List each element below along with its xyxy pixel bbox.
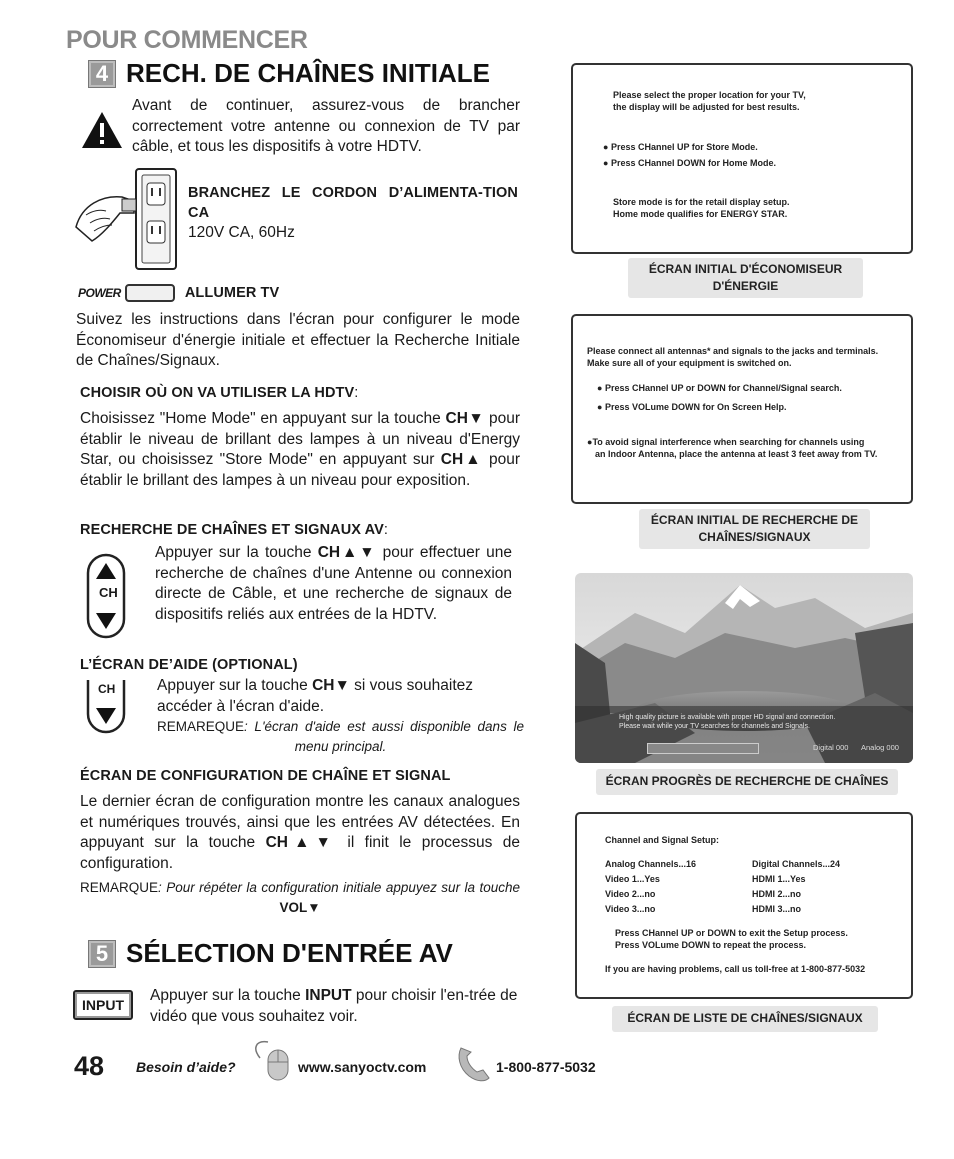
warning-icon [80,110,124,150]
phone-icon [455,1044,493,1084]
ch-label: CH [99,585,118,600]
progress-screen [575,573,913,763]
search-bullet2-text: Press VOLume DOWN for On Screen Help. [604,402,787,412]
choose-location-text [80,409,520,491]
energy-screen [571,63,913,254]
website-link[interactable]: www.sanyoctv.com [298,1059,427,1075]
search-line2: Make sure all of your equipment is switched on. [587,358,792,368]
search-text-part2: pour effectuer une recherche de chaînes d'une Antenne ou connexion directe de Câble, et une recherche de signaux de dispositifs reliés aux entrées de la HDTV. [155,544,512,623]
help-ch-down-key: CH▼ [312,677,350,694]
choose-location-colon: : [354,385,359,401]
channel-search-colon: : [383,522,389,538]
list-line1: Press CHannel UP or DOWN to exit the Setup process. [615,928,848,938]
channel-list-caption: ÉCRAN DE LISTE DE CHAÎNES/SIGNAUX [612,1006,878,1032]
search-note2: an Indoor Antenna, place the antenna at least 3 feet away from TV. [595,449,878,459]
power-cord-title: BRANCHEZ LE CORDON D’ALIMENTA-TION CA [188,185,518,221]
section-5-title-text: SÉLECTION D'ENTRÉE AV [126,938,453,968]
ch-up-down-key: CH▲▼ [317,544,377,561]
vol-down-key: VOL▼ [279,900,321,915]
list-left-3: Video 3...no [605,904,656,914]
choose-text-part3: pour établir le brillant des lampes à un niveau pour exposition. [80,451,520,489]
help-screen-text [157,676,524,717]
choose-text-part2: pour établir le niveau de brillant des lampes à un niveau d'Energy Star, ou choisissez "Store Mode" en appuyant sur [80,410,520,468]
config-text-part1: Le dernier écran de configuration montre les canaux analogues et numériques trouvés, ainsi que les entrées AV détectées. En appuyant sur la touche [80,793,520,851]
help-label: Besoin d’aide? [136,1059,236,1075]
config-screen-title: ÉCRAN DE CONFIGURATION DE CHAÎNE ET SIGNAL [80,768,451,784]
config-note-text: : Pour répéter la configuration initiale appuyez sur la touche [158,880,520,895]
help-note [157,717,524,757]
input-text [150,986,520,1027]
list-title: Channel and Signal Setup: [605,835,720,845]
page-number: 48 [74,1051,105,1081]
help-screen-title: L’ÉCRAN DE’AIDE (OPTIONAL) [80,657,298,673]
ch-up-key: CH▲ [440,451,483,468]
section-header: POUR COMMENCER [66,26,308,54]
search-screen [571,314,913,504]
search-bullet1: ● Press CHannel UP or DOWN for Channel/Signal search. [597,383,842,393]
search-screen-caption: ÉCRAN INITIAL DE RECHERCHE DE CHAÎNES/SIGNAUX [639,509,870,549]
list-left-1: Video 1...Yes [605,874,660,884]
search-note1-text: To avoid signal interference when searching for channels using [592,437,865,447]
progress-overlay2: Please wait while your TV searches for channels and Signals. [619,723,810,730]
config-ch-key: CH▲▼ [265,834,337,851]
search-note1: ●To avoid signal interference when searching for channels using [587,437,865,447]
power-cord-spec: 120V CA, 60Hz [188,224,295,241]
list-right-0: Digital Channels...24 [752,859,841,869]
progress-digital: Digital 000 [813,743,849,752]
warning-text: Avant de continuer, assurez-vous de brancher correctement votre antenne ou connexion de TV par câble, et tous les dispositifs à votre HDTV. [132,97,520,155]
list-line2: Press VOLume DOWN to repeat the process. [615,940,807,950]
input-button-icon [73,990,133,1020]
help-text-part2: si vous souhaitez accéder à l'écran d'aide. [157,677,474,715]
ch-down-key: CH▼ [445,410,485,427]
mouse-icon [250,1038,294,1082]
config-note-label: REMARQUE [80,880,159,895]
energy-bullet1-text: Press CHannel UP for Store Mode. [610,142,758,152]
search-bullet1-text: Press CHannel UP or DOWN for Channel/Signal search. [604,383,842,393]
search-bullet2: ● Press VOLume DOWN for On Screen Help. [597,402,787,412]
choose-location-title-text: CHOISIR OÙ ON VA UTILISER LA HDTV [80,385,355,401]
help-text-part1: Appuyer sur la touche [157,677,313,694]
progress-bar [647,743,759,754]
power-instructions: Suivez les instructions dans l'écran pour configurer le mode Économiseur d'énergie initiale et effectuer la Recherche Initiale de Chaînes/Signaux. [76,311,520,369]
list-left-2: Video 2...no [605,889,656,899]
progress-overlay1: High quality picture is available with proper HD signal and connection. [619,714,836,721]
input-key-label: INPUT [82,997,124,1013]
section-5-number: 5 [88,940,116,968]
section-4-number: 4 [88,60,116,88]
search-line1: Please connect all antennas* and signals to the jacks and terminals. [587,346,879,356]
section-5-title [88,938,453,969]
list-right-1: HDMI 1...Yes [752,874,806,884]
section-4-title-text: RECH. DE CHAÎNES INITIALE [126,58,491,88]
channel-list-screen [575,812,913,999]
power-on-label: ALLUMER TV [184,285,280,301]
config-note [80,878,520,918]
channel-search-title [80,522,388,538]
power-button-icon [125,284,175,302]
ch-label-small: CH [98,682,116,696]
help-note-label: REMAREQUE [157,719,245,734]
section-4-title [88,58,490,89]
choose-location-title [80,385,358,401]
config-text-part2: il finit le processus de configuration. [80,834,520,872]
power-key-row [78,284,279,302]
list-left-0: Analog Channels...16 [605,859,697,869]
input-text-part1: Appuyer sur la touche [150,987,306,1004]
choose-text-part1: Choisissez "Home Mode" en appuyant sur la touche [80,410,446,427]
progress-analog: Analog 000 [861,743,899,752]
list-right-3: HDMI 3...no [752,904,801,914]
progress-screen-caption: ÉCRAN PROGRÈS DE RECHERCHE DE CHAÎNES [596,769,898,795]
power-key-label: POWER [78,286,121,300]
energy-screen-caption: ÉCRAN INITIAL D'ÉCONOMISEUR D'ÉNERGIE [628,258,863,298]
energy-line3: Store mode is for the retail display setup. [613,197,790,207]
search-text-part1: Appuyer sur la touche [155,544,318,561]
list-right-2: HDMI 2...no [752,889,801,899]
energy-bullet2-text: Press CHannel DOWN for Home Mode. [610,158,776,168]
input-text-part2: pour choisir l'en-trée de vidéo que vous souhaitez voir. [150,987,518,1025]
energy-line1: Please select the proper location for your TV, [613,90,806,100]
input-key-inline: INPUT [305,987,352,1004]
channel-search-text [155,543,512,625]
list-line3: If you are having problems, call us toll-free at 1-800-877-5032 [605,964,866,974]
energy-bullet1: ● Press CHannel UP for Store Mode. [603,142,758,152]
power-outlet-icon [72,165,182,273]
energy-line2: the display will be adjusted for best results. [613,102,800,112]
channel-search-title-text: RECHERCHE DE CHAÎNES ET SIGNAUX AV [80,522,384,538]
help-note-text: : L'écran d'aide est aussi disponible dans le menu principal. [244,719,524,754]
phone-number: 1-800-877-5032 [496,1059,596,1075]
landscape-photo [575,573,913,763]
config-screen-text [80,792,520,874]
energy-line4: Home mode qualifies for ENERGY STAR. [613,209,788,219]
energy-bullet2: ● Press CHannel DOWN for Home Mode. [603,158,776,168]
